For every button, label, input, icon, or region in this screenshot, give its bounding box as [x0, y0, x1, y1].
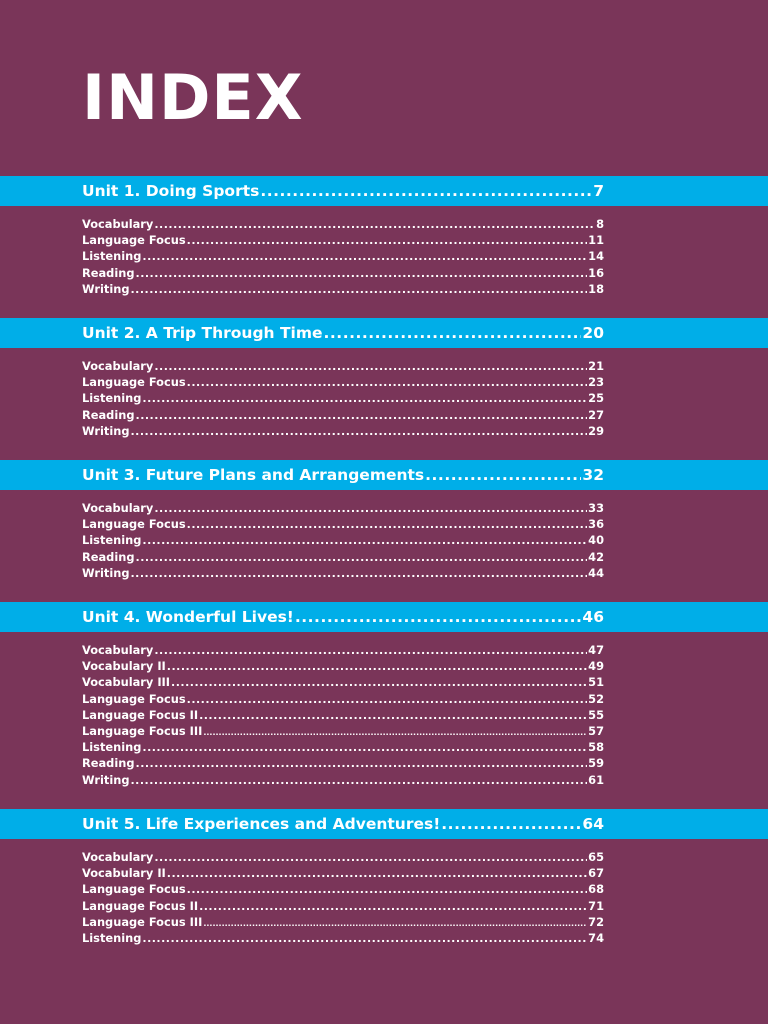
dot-leader	[142, 931, 587, 946]
entry-page-number: 72	[588, 914, 604, 929]
entry-page-number: 58	[588, 740, 604, 755]
entry-page-number: 67	[588, 866, 604, 881]
toc-entry[interactable]	[82, 565, 604, 581]
toc-entry[interactable]	[82, 232, 604, 248]
entry-label: Language Focus	[82, 517, 186, 532]
toc-entry[interactable]	[82, 930, 604, 946]
entry-label: Reading	[82, 756, 135, 771]
toc-entry[interactable]	[82, 691, 604, 707]
dot-leader	[136, 266, 588, 281]
entry-label: Writing	[82, 281, 130, 296]
dot-leader	[260, 182, 592, 200]
dot-leader	[203, 916, 587, 930]
entry-list	[0, 348, 768, 439]
entry-label: Reading	[82, 407, 135, 422]
dot-leader	[131, 282, 588, 297]
unit-title: Unit 2. A Trip Through Time	[82, 324, 323, 342]
entry-label: Vocabulary	[82, 501, 154, 515]
entry-label: Language Focus II	[82, 898, 199, 913]
entry-label: Listening	[82, 533, 142, 548]
unit-page-number: 32	[582, 466, 604, 484]
toc-entry[interactable]	[82, 549, 604, 565]
toc-entry[interactable]	[82, 642, 604, 658]
dot-leader	[131, 424, 588, 439]
entry-list	[0, 490, 768, 581]
unit-header[interactable]	[0, 318, 768, 348]
toc-entry[interactable]	[82, 849, 604, 865]
entry-label: Vocabulary II	[82, 866, 166, 881]
toc-entry[interactable]	[82, 248, 604, 264]
dot-leader	[324, 324, 582, 342]
toc-entry[interactable]	[82, 865, 604, 881]
dot-leader	[441, 815, 581, 833]
unit-section	[0, 809, 768, 946]
dot-leader	[142, 740, 587, 755]
entry-page-number: 8	[596, 217, 604, 231]
toc-entry[interactable]	[82, 374, 604, 390]
entry-page-number: 44	[588, 565, 604, 580]
entry-page-number: 36	[588, 517, 604, 532]
toc-entry[interactable]	[82, 898, 604, 914]
dot-leader	[425, 466, 581, 484]
entry-label: Reading	[82, 549, 135, 564]
entry-page-number: 14	[588, 249, 604, 264]
dot-leader	[199, 708, 587, 723]
toc-entry[interactable]	[82, 423, 604, 439]
entry-label: Vocabulary	[82, 359, 154, 373]
dot-leader	[187, 375, 588, 390]
entry-label: Listening	[82, 930, 142, 945]
entry-label: Reading	[82, 265, 135, 280]
dot-leader	[154, 501, 587, 516]
toc-entry[interactable]	[82, 914, 604, 930]
entry-page-number: 52	[588, 691, 604, 706]
entry-label: Vocabulary	[82, 643, 154, 657]
dot-leader	[187, 882, 588, 897]
toc-entry[interactable]	[82, 739, 604, 755]
entry-page-number: 40	[588, 533, 604, 548]
toc-entry[interactable]	[82, 500, 604, 516]
entry-label: Language Focus	[82, 375, 186, 390]
dot-leader	[136, 550, 588, 565]
toc-entry[interactable]	[82, 216, 604, 232]
toc-entry[interactable]	[82, 516, 604, 532]
dot-leader	[167, 659, 587, 674]
unit-section	[0, 318, 768, 439]
entry-page-number: 29	[588, 423, 604, 438]
entry-page-number: 16	[588, 265, 604, 280]
page-title: INDEX	[82, 61, 304, 134]
dot-leader	[187, 692, 588, 707]
dot-leader	[187, 233, 588, 248]
dot-leader	[203, 725, 587, 739]
unit-title: Unit 4. Wonderful Lives!	[82, 608, 294, 626]
toc-entry[interactable]	[82, 707, 604, 723]
unit-title: Unit 5. Life Experiences and Adventures!	[82, 815, 441, 833]
dot-leader	[154, 359, 587, 374]
entry-page-number: 21	[588, 359, 604, 373]
entry-label: Language Focus	[82, 882, 186, 897]
toc-entry[interactable]	[82, 755, 604, 771]
entry-page-number: 57	[588, 723, 604, 738]
unit-header[interactable]	[0, 460, 768, 490]
entry-page-number: 68	[588, 882, 604, 897]
unit-section	[0, 460, 768, 581]
dot-leader	[154, 643, 587, 658]
entry-label: Writing	[82, 565, 130, 580]
entry-label: Listening	[82, 740, 142, 755]
toc-entry[interactable]	[82, 674, 604, 690]
dot-leader	[131, 773, 588, 788]
toc-entry[interactable]	[82, 265, 604, 281]
entry-page-number: 25	[588, 391, 604, 406]
entry-page-number: 33	[588, 501, 604, 515]
entry-label: Language Focus	[82, 233, 186, 248]
entry-label: Vocabulary	[82, 850, 154, 864]
toc-entry[interactable]	[82, 390, 604, 406]
dot-leader	[142, 533, 587, 548]
toc-entry[interactable]	[82, 358, 604, 374]
unit-page-number: 7	[593, 182, 604, 200]
entry-page-number: 23	[588, 375, 604, 390]
toc-entry[interactable]	[82, 881, 604, 897]
entry-label: Vocabulary	[82, 217, 154, 231]
entry-page-number: 47	[588, 643, 604, 657]
entry-label: Language Focus	[82, 691, 186, 706]
entry-label: Vocabulary III	[82, 675, 171, 690]
unit-section	[0, 602, 768, 788]
entry-label: Language Focus III	[82, 723, 203, 738]
entry-page-number: 49	[588, 659, 604, 674]
toc-entry[interactable]	[82, 532, 604, 548]
unit-title: Unit 3. Future Plans and Arrangements	[82, 466, 425, 484]
toc-entry[interactable]	[82, 407, 604, 423]
dot-leader	[142, 249, 587, 264]
entry-page-number: 27	[588, 407, 604, 422]
unit-title: Unit 1. Doing Sports	[82, 182, 260, 200]
entry-page-number: 51	[588, 675, 604, 690]
entry-list	[0, 632, 768, 788]
entry-label: Vocabulary II	[82, 659, 166, 674]
entry-list	[0, 839, 768, 946]
unit-page-number: 46	[582, 608, 604, 626]
toc-entry[interactable]	[82, 723, 604, 739]
entry-page-number: 59	[588, 756, 604, 771]
entry-label: Listening	[82, 391, 142, 406]
entry-page-number: 42	[588, 549, 604, 564]
dot-leader	[136, 756, 588, 771]
dot-leader	[171, 675, 587, 690]
unit-section	[0, 176, 768, 297]
dot-leader	[136, 408, 588, 423]
dot-leader	[131, 566, 588, 581]
dot-leader	[154, 850, 587, 865]
entry-page-number: 61	[588, 772, 604, 787]
dot-leader	[295, 608, 582, 626]
entry-label: Listening	[82, 249, 142, 264]
unit-page-number: 20	[582, 324, 604, 342]
entry-label: Writing	[82, 423, 130, 438]
entry-page-number: 11	[588, 233, 604, 248]
dot-leader	[142, 391, 587, 406]
entry-label: Writing	[82, 772, 130, 787]
unit-header[interactable]	[0, 809, 768, 839]
entry-page-number: 71	[588, 898, 604, 913]
toc-entry[interactable]	[82, 281, 604, 297]
entry-list	[0, 206, 768, 297]
entry-page-number: 74	[588, 930, 604, 945]
unit-page-number: 64	[582, 815, 604, 833]
entry-page-number: 55	[588, 707, 604, 722]
entry-label: Language Focus III	[82, 914, 203, 929]
dot-leader	[187, 517, 588, 532]
entry-page-number: 65	[588, 850, 604, 864]
unit-header[interactable]	[0, 602, 768, 632]
dot-leader	[167, 866, 587, 881]
entry-page-number: 18	[588, 281, 604, 296]
toc-entry[interactable]	[82, 658, 604, 674]
unit-header[interactable]	[0, 176, 768, 206]
toc-entry[interactable]	[82, 772, 604, 788]
entry-label: Language Focus II	[82, 707, 199, 722]
dot-leader	[199, 899, 587, 914]
dot-leader	[154, 217, 595, 232]
